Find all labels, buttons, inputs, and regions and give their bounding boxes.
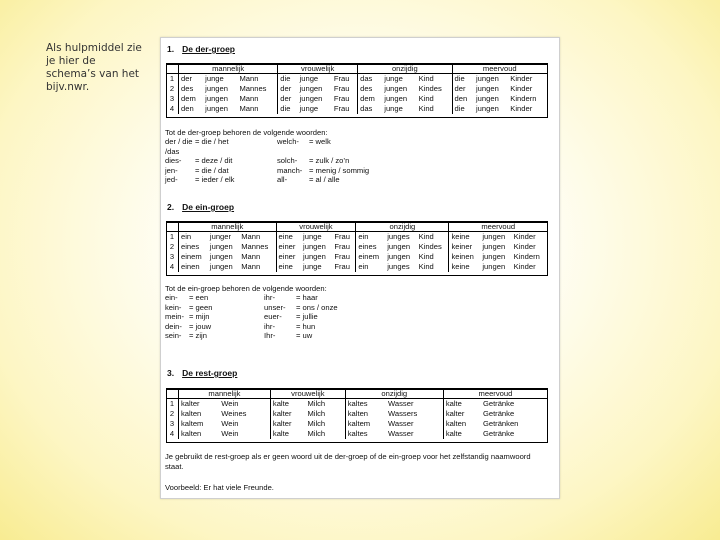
table-row: 2 eines jungen Mannes einer jungen Frau eines jungen Kindes keiner jungen Kinder (166, 242, 547, 252)
section-3-heading: 3. De rest-groep (167, 368, 238, 378)
table-row: 3 kaltem Wein kalter Milch kaltem Wasser kalten Getränken (166, 419, 547, 429)
table-row: 4 den jungen Mann die junge Frau das junge Kind die jungen Kinder (166, 104, 547, 114)
ein-group-word-list: Tot de ein-groep behoren de volgende woorden: ein- = een ihr- = haar kein- = geen unser- = ons / onze mein- = mijn euer- = jullie dein- = jouw ihr- = hun sein- = zijn Ihr- = uw (165, 284, 338, 341)
table-row: 4 kalten Wein kalte Milch kaltes Wasser kalte Getränke (166, 429, 547, 439)
rest-group-example: Voorbeeld: Er hat viele Freunde. (165, 483, 274, 492)
slide-caption: Als hulpmiddel zie je hier de schema’s van het bijv.nwr. (46, 42, 142, 93)
grammar-sheet (160, 37, 560, 499)
table-row: 1 ein junger Mann eine junge Frau ein junges Kind keine jungen Kinder (166, 232, 547, 243)
section-2-heading: 2. De ein-groep (167, 202, 235, 212)
rest-group-note: Je gebruikt de rest-groep als er geen woord uit de der-groep of de ein-groep voor het zelfstandig naamwoord staat. (165, 452, 531, 471)
table-row: 1 kalter Wein kalte Milch kaltes Wasser kalte Getränke (166, 399, 547, 410)
table-row: 4 einen jungen Mann eine junge Frau ein junges Kind keine jungen Kinder (166, 262, 547, 272)
table-row: 3 dem jungen Mann der jungen Frau dem jungen Kind den jungen Kindern (166, 94, 547, 104)
der-group-word-list: Tot de der-groep behoren de volgende woorden: der / die /das = die / het welch- = welk dies- = deze / dit solch- = zulk / zo’n jen- = die / dat manch- = menig / sommig jed- = ieder / elk all- = al / alle (165, 128, 370, 185)
table-row: 1 der junge Mann die junge Frau das junge Kind die jungen Kinder (166, 74, 547, 85)
table-header-row: mannelijk vrouwelijk onzijdig meervoud (166, 64, 547, 74)
section-1-heading: 1. De der-groep (167, 44, 235, 54)
table-border (166, 221, 548, 276)
table-border (166, 63, 548, 118)
table-header-row: mannelijk vrouwelijk onzijdig meervoud (166, 389, 547, 399)
table-header-row: mannelijk vrouwelijk onzijdig meervoud (166, 222, 547, 232)
table-row: 3 einem jungen Mann einer jungen Frau einem jungen Kind keinen jungen Kindern (166, 252, 547, 262)
table-row: 2 kalten Weines kalter Milch kalten Wassers kalter Getränke (166, 409, 547, 419)
table-border (166, 388, 548, 443)
table-row: 2 des jungen Mannes der jungen Frau des jungen Kindes der jungen Kinder (166, 84, 547, 94)
